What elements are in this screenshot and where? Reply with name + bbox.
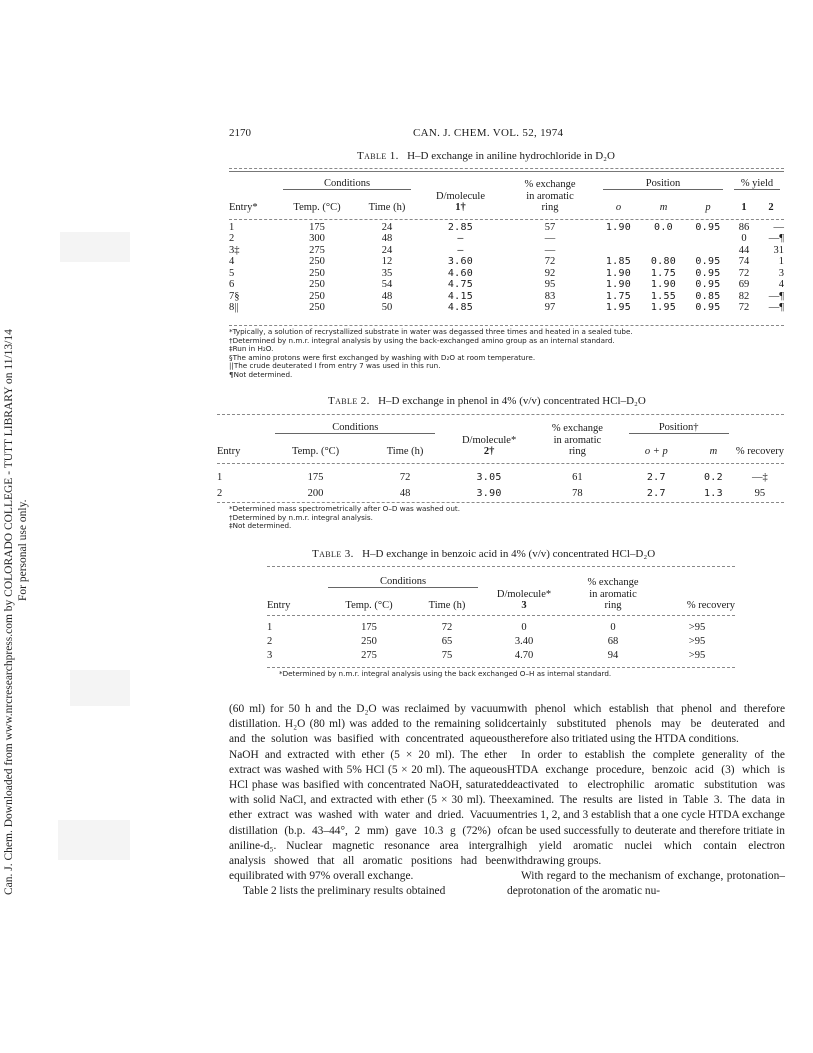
table3-cell-exch: 0 bbox=[610, 622, 616, 633]
table3-dmol-subheader: 3 bbox=[521, 600, 527, 611]
table1-cell-y1: 69 bbox=[738, 279, 750, 290]
table2-position-header: Position† bbox=[629, 422, 729, 434]
table3-cell-dmol: 4.70 bbox=[514, 650, 534, 661]
table1-cell-o: 1.90 bbox=[605, 221, 632, 233]
table1-cell-y1: 72 bbox=[738, 302, 750, 313]
table3-time-header: Time (h) bbox=[428, 600, 466, 611]
table1-cell-m: 1.75 bbox=[650, 267, 677, 279]
table2-conditions-header: Conditions bbox=[275, 422, 435, 434]
table1-header-row-3 bbox=[229, 202, 784, 213]
body-paragraph: (60 ml) for 50 h and the D₂O was reclaimed by vacuum distillation. H₂O (80 ml) was added to the remaining solid and the solution was basified with concentrated aqueous NaOH and extracted with ether (5 × 20 ml). The ether extract was washed with 5% HCl (5 × 20 ml). The aqueous HCl phase was basified with concentrated NaOH, saturated with solid NaCl, and extracted with ether (5 × 30 ml). The ether extract was washed with water and dried. Vacuum distillation (b.p. 43–44°, 2 mm) gave 10.3 g (72%) of aniline-d₅. Nuclear magnetic resonance area intergral analysis showed that all aromatic positions had been equilibrated with 97% overall exchange. bbox=[229, 703, 507, 883]
table1-row bbox=[229, 290, 784, 302]
table3-header-rule bbox=[267, 615, 735, 616]
table3-temp-header: Temp. (°C) bbox=[345, 600, 393, 611]
table3-bottom-rule bbox=[267, 667, 735, 668]
table3-caption bbox=[312, 548, 655, 560]
scan-artifact bbox=[60, 232, 130, 262]
table1-footnote: §The amino protons were first exchanged by washing with D₂O at room temperature. bbox=[229, 352, 536, 362]
table3-cell-entry: 3 bbox=[267, 650, 273, 661]
table2-body bbox=[217, 467, 784, 499]
watermark-line-2: For personal use only. bbox=[17, 499, 29, 601]
table1-cell-exch: 97 bbox=[544, 302, 556, 313]
table1-cell-y2: 3 bbox=[778, 267, 784, 279]
table1-cell-time: 12 bbox=[381, 256, 393, 267]
table1-cell-p: 0.95 bbox=[695, 256, 721, 267]
page-number: 2170 bbox=[229, 127, 251, 139]
table2-row bbox=[217, 483, 784, 499]
table2-header-rule bbox=[217, 463, 784, 464]
table1-cell-p: 0.95 bbox=[695, 302, 721, 313]
table1-cell-exch: 95 bbox=[544, 279, 556, 290]
table1-cell-o: 1.90 bbox=[605, 279, 632, 290]
table1-cell-entry: 2 bbox=[229, 233, 235, 244]
table1-cell-y2: 1 bbox=[778, 256, 784, 267]
table1-cell-dmol: 4.85 bbox=[447, 302, 474, 313]
table3-body bbox=[267, 619, 735, 661]
table1-row bbox=[229, 256, 784, 268]
scan-artifact bbox=[70, 670, 130, 706]
table2-row bbox=[217, 467, 784, 483]
table1-cell-dmol: 2.85 bbox=[447, 221, 474, 233]
table2-exchange-header-3: ring bbox=[568, 446, 586, 457]
table2-footnotes bbox=[229, 505, 460, 531]
table2-header-row-2 bbox=[217, 434, 784, 446]
table1-cell-temp: 250 bbox=[309, 279, 325, 290]
table1-cell-exch: 83 bbox=[544, 290, 556, 302]
table1-cell-m: 0.0 bbox=[654, 221, 673, 233]
table1-cell-y2: 4 bbox=[778, 279, 784, 290]
table1-exchange-header-1: % exchange bbox=[524, 179, 576, 190]
table1-header-row-1 bbox=[229, 178, 784, 190]
table3-exchange-header-3: ring bbox=[604, 600, 622, 611]
table1-row bbox=[229, 244, 784, 256]
table3-row bbox=[267, 633, 735, 647]
table2-entry-header: Entry bbox=[217, 446, 241, 457]
table3-cell-rec: >95 bbox=[688, 650, 706, 661]
table1-top-rule bbox=[229, 168, 784, 169]
table2-title: H–D exchange in phenol in 4% (v/v) concentrated HCl–D₂O bbox=[378, 395, 646, 407]
table2-m-header: m bbox=[709, 446, 718, 457]
table2-cell-rec: —‡ bbox=[752, 472, 768, 483]
table1-cell-exch: 92 bbox=[544, 267, 556, 279]
table1-cell-m bbox=[641, 244, 686, 256]
table2-exchange-header-2: in aromatic bbox=[553, 435, 602, 446]
table1-cell-entry: 3‡ bbox=[229, 244, 240, 256]
table2-header-row-3 bbox=[217, 446, 784, 457]
table2-temp-header: Temp. (°C) bbox=[291, 446, 340, 457]
table1-exchange-header-2: in aromatic bbox=[526, 191, 574, 202]
table1-exchange-header-3: ring bbox=[541, 202, 559, 213]
body-paragraph: In order to establish the complete generality of the HTDA exchange procedure, benzoic acid (3) which is deactivated to electrophilic aromatic substitution was examined. The results are listed in Table 3. The data in entries 1, 2, and 3 establish that a one cycle HTDA exchange can be used successfully to deuterate and therefore tritiate in high yield aromatic nuclei which contain electron withdrawing groups. bbox=[507, 748, 785, 868]
table1-cell-o: 1.85 bbox=[605, 256, 632, 267]
table3-cell-temp: 275 bbox=[361, 650, 377, 661]
table1-cell-temp: 250 bbox=[309, 302, 325, 313]
table2-cell-rec: 95 bbox=[754, 488, 766, 499]
table1-cell-dmol: 3.60 bbox=[447, 256, 474, 267]
table1-cell-o: 1.75 bbox=[605, 290, 632, 302]
table1-cell-p bbox=[686, 233, 730, 245]
table2-cell-m: 0.2 bbox=[703, 472, 723, 483]
table1-cell-dmol: 4.15 bbox=[447, 290, 474, 302]
table1-cell-y2: —¶ bbox=[768, 302, 784, 313]
table2-header-row-1 bbox=[217, 422, 784, 434]
table1-row bbox=[229, 233, 784, 245]
table3-footnote: *Determined by n.m.r. integral analysis using the back exchanged O–H as internal standard. bbox=[279, 669, 612, 678]
table2-dmol-subheader: 2† bbox=[483, 446, 495, 457]
table3-cell-rec: >95 bbox=[688, 622, 706, 633]
scan-artifact bbox=[58, 820, 130, 860]
table1-cell-m bbox=[641, 233, 686, 245]
table1-cell-temp: 275 bbox=[309, 244, 325, 256]
table1-cell-temp: 250 bbox=[309, 290, 325, 302]
table1-yield-header: % yield bbox=[734, 178, 780, 190]
table3-header-row-3 bbox=[267, 600, 735, 611]
table3-conditions-header: Conditions bbox=[328, 576, 478, 588]
table1-conditions-header: Conditions bbox=[283, 178, 411, 190]
table2-bottom-rule bbox=[217, 502, 784, 503]
table1-cell-y1: 86 bbox=[738, 221, 750, 233]
table3-label: Table 3. bbox=[312, 548, 354, 560]
table3-cell-entry: 2 bbox=[267, 636, 273, 647]
table2-cell-dmol: 3.90 bbox=[476, 488, 502, 499]
table1-time-header: Time (h) bbox=[368, 202, 406, 213]
table1 bbox=[229, 178, 784, 313]
table3-cell-time: 75 bbox=[441, 650, 453, 661]
table1-cell-time: 50 bbox=[381, 302, 393, 313]
table3-cell-dmol: 0 bbox=[521, 622, 527, 633]
table1-temp-header: Temp. (°C) bbox=[293, 202, 341, 213]
table1-header-row-2 bbox=[229, 190, 784, 202]
table1-cell-dmol: 4.75 bbox=[447, 279, 474, 290]
table1-dmol-header: D/molecule bbox=[436, 191, 485, 202]
table2-cell-temp: 200 bbox=[307, 488, 324, 499]
table1-cell-entry: 4 bbox=[229, 256, 235, 267]
table1-position-header: Position bbox=[603, 178, 723, 190]
table1-footnotes bbox=[229, 328, 633, 380]
table1-footnote: ¶Not determined. bbox=[229, 369, 293, 379]
table1-cell-p: 0.85 bbox=[695, 290, 721, 302]
table2-label: Table 2. bbox=[328, 395, 370, 407]
table1-cell-time: 48 bbox=[381, 233, 393, 244]
table1-cell-time: 48 bbox=[381, 290, 393, 302]
table1-cell-y2: —¶ bbox=[768, 233, 784, 244]
table1-cell-time: 54 bbox=[381, 279, 393, 290]
journal-citation: CAN. J. CHEM. VOL. 52, 1974 bbox=[413, 127, 564, 139]
body-column-left bbox=[229, 702, 507, 900]
table3-cell-rec: >95 bbox=[688, 636, 706, 647]
table1-row bbox=[229, 267, 784, 279]
table1-cell-dmol: — bbox=[457, 244, 464, 256]
table1-footnote: †Determined by n.m.r. integral analysis by using the back-exchanged amino group as an internal standard. bbox=[229, 335, 615, 345]
table2-recovery-header: % recovery bbox=[735, 446, 784, 457]
table1-bottom-rule bbox=[229, 325, 784, 326]
table2-cell-time: 72 bbox=[399, 472, 411, 483]
table1-footnote: ‡Run in H₂O. bbox=[229, 344, 274, 354]
table2-exchange-header-1: % exchange bbox=[551, 423, 603, 434]
table2-cell-temp: 175 bbox=[307, 472, 324, 483]
table1-cell-temp: 250 bbox=[309, 256, 325, 267]
table1-cell-exch: — bbox=[544, 233, 556, 244]
table3 bbox=[267, 576, 735, 661]
table1-cell-y2: — bbox=[773, 221, 784, 233]
running-header bbox=[229, 127, 784, 141]
table2-footnote: †Determined by n.m.r. integral analysis. bbox=[229, 512, 373, 522]
table2-dmol-header: D/molecule* bbox=[461, 435, 517, 446]
table1-cell-y1: 72 bbox=[738, 267, 750, 279]
table3-title: H–D exchange in benzoic acid in 4% (v/v) concentrated HCl–D₂O bbox=[362, 548, 656, 560]
table1-title: H–D exchange in aniline hydrochloride in D₂O bbox=[407, 150, 615, 162]
table1-cell-exch: 72 bbox=[544, 256, 556, 267]
table1-row bbox=[229, 279, 784, 291]
table1-cell-o: 1.95 bbox=[605, 302, 632, 313]
table1-row bbox=[229, 302, 784, 314]
download-watermark bbox=[2, 205, 30, 895]
table1-cell-o bbox=[596, 244, 641, 256]
table2-cell-entry: 1 bbox=[217, 472, 223, 483]
body-paragraph: with phenol which establish that phenol and therefore certainly substituted phenols may be deuterated and therefore also tritiated using the HTDA conditions. bbox=[507, 703, 785, 746]
table1-cell-temp: 175 bbox=[309, 221, 325, 233]
table1-row bbox=[229, 221, 784, 233]
table1-cell-p: 0.95 bbox=[695, 267, 721, 279]
table1-cell-p: 0.95 bbox=[695, 279, 721, 290]
table2-top-rule bbox=[217, 414, 784, 415]
table3-top-rule bbox=[267, 566, 735, 567]
table1-cell-y2: 31 bbox=[773, 244, 784, 256]
table1-cell-dmol: 4.60 bbox=[447, 267, 474, 279]
table3-header-row-1 bbox=[267, 576, 735, 588]
table3-exchange-header-1: % exchange bbox=[587, 577, 639, 588]
body-column-right bbox=[507, 702, 785, 900]
table1-cell-entry: 1 bbox=[229, 221, 235, 233]
table2-footnote: ‡Not determined. bbox=[229, 521, 292, 531]
table1-cell-dmol: — bbox=[457, 233, 464, 244]
table1-m-header: m bbox=[659, 202, 668, 213]
table1-cell-temp: 300 bbox=[309, 233, 325, 244]
table1-yield1-header: 1 bbox=[741, 202, 747, 213]
table1-footnote: ||The crude deuterated I from entry 7 was used in this run. bbox=[229, 361, 441, 371]
table1-p-header: p bbox=[705, 202, 711, 213]
table1-dmol-subheader: 1† bbox=[455, 202, 466, 213]
table2-cell-dmol: 3.05 bbox=[476, 472, 502, 483]
table1-cell-exch: 57 bbox=[544, 221, 556, 233]
table2 bbox=[217, 422, 784, 499]
table2-op-header: o + p bbox=[644, 446, 668, 457]
table1-cell-time: 24 bbox=[381, 221, 393, 233]
table3-cell-time: 72 bbox=[441, 622, 453, 633]
table1-cell-o: 1.90 bbox=[605, 267, 632, 279]
body-paragraph: With regard to the mechanism of exchange, protonation–deprotonation of the aromatic nu- bbox=[507, 870, 785, 898]
table1-yield2-header: 2 bbox=[768, 202, 774, 213]
table1-cell-entry: 7§ bbox=[229, 290, 240, 302]
watermark-line-1: Can. J. Chem. Downloaded from www.nrcresearchpress.com by COLORADO COLLEGE - TUTT LIBRARY on 11/13/14 bbox=[3, 329, 15, 895]
table3-exchange-header-2: in aromatic bbox=[589, 589, 637, 600]
table1-cell-entry: 8|| bbox=[229, 302, 239, 313]
table2-cell-entry: 2 bbox=[217, 488, 223, 499]
table1-cell-y1: 74 bbox=[738, 256, 750, 267]
table2-cell-exch: 78 bbox=[572, 488, 583, 499]
table3-cell-exch: 68 bbox=[607, 636, 619, 647]
table3-row bbox=[267, 647, 735, 661]
table1-cell-time: 35 bbox=[381, 267, 393, 279]
table1-cell-m: 0.80 bbox=[650, 256, 677, 267]
table1-footnote: *Typically, a solution of recrystallized substrate in water was degassed three times and heated in a sealed tube. bbox=[229, 327, 633, 336]
table1-header-rule bbox=[229, 219, 784, 220]
table3-dmol-header: D/molecule* bbox=[496, 589, 552, 600]
table2-cell-op: 2.7 bbox=[646, 488, 666, 499]
table1-cell-exch: — bbox=[544, 244, 556, 256]
table1-entry-header: Entry* bbox=[229, 202, 258, 213]
table1-cell-entry: 6 bbox=[229, 279, 235, 290]
table1-caption bbox=[357, 150, 615, 162]
table1-cell-entry: 5 bbox=[229, 267, 235, 279]
table3-entry-header: Entry bbox=[267, 600, 291, 611]
table2-caption bbox=[328, 395, 646, 407]
table2-cell-time: 48 bbox=[399, 488, 411, 499]
table2-cell-op: 2.7 bbox=[646, 472, 666, 483]
table1-cell-y1: 82 bbox=[738, 290, 750, 302]
table2-cell-exch: 61 bbox=[572, 472, 583, 483]
table1-cell-time: 24 bbox=[381, 244, 393, 256]
table3-cell-entry: 1 bbox=[267, 622, 273, 633]
table1-cell-m: 1.55 bbox=[650, 290, 677, 302]
table1-o-header: o bbox=[615, 202, 622, 213]
body-paragraph: Table 2 lists the preliminary results obtained bbox=[243, 885, 446, 898]
table1-cell-m: 1.90 bbox=[650, 279, 677, 290]
table1-cell-y1: 44 bbox=[738, 244, 750, 256]
table2-cell-m: 1.3 bbox=[703, 488, 723, 499]
table2-footnote: *Determined mass spectrometrically after O–D was washed out. bbox=[229, 504, 460, 513]
table1-cell-o bbox=[596, 233, 641, 245]
table3-recovery-header: % recovery bbox=[686, 600, 735, 611]
table3-cell-exch: 94 bbox=[607, 650, 619, 661]
table1-cell-temp: 250 bbox=[309, 267, 325, 279]
table3-cell-dmol: 3.40 bbox=[514, 636, 534, 647]
table3-cell-time: 65 bbox=[441, 636, 453, 647]
table1-cell-p: 0.95 bbox=[695, 221, 721, 233]
table1-cell-m: 1.95 bbox=[650, 302, 677, 313]
table1-cell-y2: —¶ bbox=[768, 290, 784, 302]
table3-cell-temp: 175 bbox=[361, 622, 377, 633]
table1-cell-y1: 0 bbox=[741, 233, 747, 244]
table3-header-row-2 bbox=[267, 588, 735, 600]
table3-row bbox=[267, 619, 735, 633]
table1-label: Table 1. bbox=[357, 150, 399, 162]
table1-top-rule-2 bbox=[229, 171, 784, 172]
table3-footnotes bbox=[279, 670, 611, 679]
table2-time-header: Time (h) bbox=[386, 446, 424, 457]
table1-cell-p bbox=[686, 244, 730, 256]
table1-body bbox=[229, 221, 784, 313]
table3-cell-temp: 250 bbox=[361, 636, 377, 647]
